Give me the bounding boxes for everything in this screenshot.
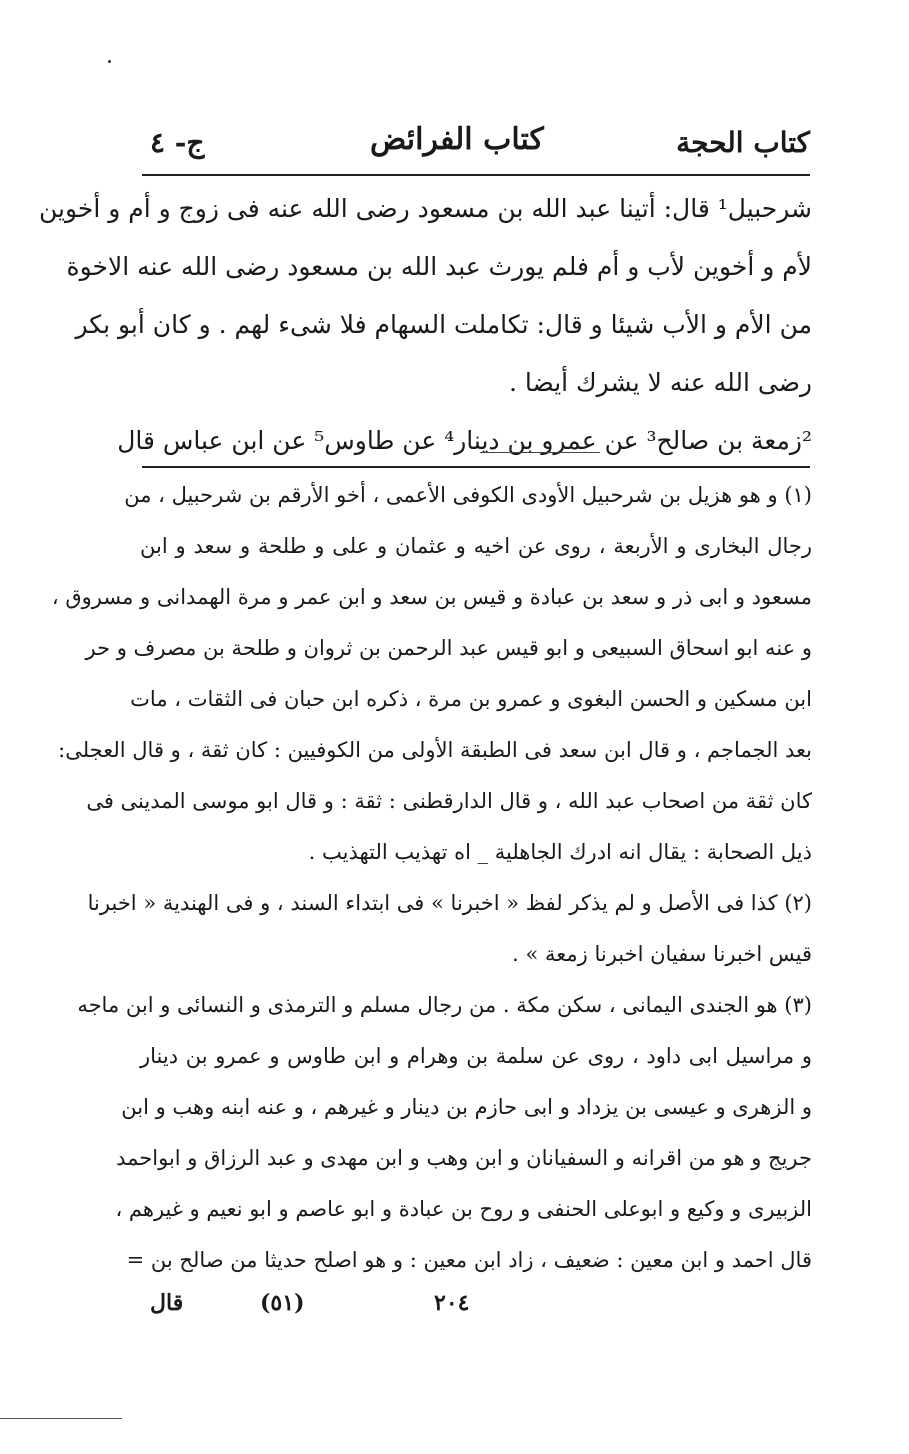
footnote-line: جريج و هو من اقرانه و السفيانان و ابن وهب و ابن مهدى و عبد الرزاق و ابواحمد [116, 1146, 812, 1170]
footnote-line: الزبيرى و وكيع و ابوعلى الحنفى و روح بن عبادة و ابو عاصم و ابو نعيم و غيرهم ، [115, 1197, 812, 1221]
footnote-line: و عنه ابو اسحاق السبيعى و ابو قيس عبد الرحمن بن ثروان و طلحة بن مصرف و حر [85, 636, 812, 660]
footnote-line: ذيل الصحابة : يقال انه ادرك الجاهلية _ اه تهذيب التهذيب . [308, 840, 812, 864]
chapter-title: كتاب الفرائض [370, 122, 544, 157]
footnote-line: رجال البخارى و الأربعة ، روى عن اخيه و عثمان و على و طلحة و سعد و ابن [140, 534, 812, 558]
main-line: رضى الله عنه لا يشرك أيضا . [509, 368, 812, 397]
page-number: ٢٠٤ [434, 1290, 470, 1316]
main-line: شرحبيل¹ قال: أتينا عبد الله بن مسعود رضى الله عنه فى زوج و أم و أخوين [38, 194, 812, 223]
footnote-line: (٣) هو الجندى اليمانى ، سكن مكة . من رجال مسلم و الترمذى و النسائى و ابن ماجه [77, 993, 812, 1017]
footnote-line: و الزهرى و عيسى بن يزداد و ابى حازم بن دينار و غيرهم ، و عنه ابنه وهب و ابن [121, 1095, 812, 1119]
main-line: لأم و أخوين لأب و أم فلم يورث عبد الله بن مسعود رضى الله عنه الاخوة [66, 252, 812, 281]
footnote-line: قيس اخبرنا سفيان اخبرنا زمعة » . [512, 942, 812, 966]
catchword: قال [150, 1290, 184, 1316]
footnote-line: بعد الجماجم ، و قال ابن سعد فى الطبقة الأولى من الكوفيين : كان ثقة ، و قال العجلى: [58, 738, 812, 762]
book-title: كتاب الحجة [676, 126, 810, 159]
page-footer [140, 1284, 812, 1324]
speck-mark [108, 60, 111, 63]
running-header [140, 118, 810, 168]
main-text [38, 180, 812, 470]
signature-mark: (٥١) [260, 1290, 305, 1316]
footnote-line: و مراسيل ابى داود ، روى عن سلمة بن وهرام و ابن طاوس و عمرو بن دينار [140, 1044, 812, 1068]
underline-mark [480, 452, 600, 453]
footnote-separator [142, 466, 810, 468]
footnote-line: مسعود و ابى ذر و سعد بن عبادة و قيس بن سعد و ابن عمر و مرة الهمدانى و مسروق ، [51, 585, 812, 609]
footnote-line: (٢) كذا فى الأصل و لم يذكر لفظ « اخبرنا » فى ابتداء السند ، و فى الهندية « اخبرنا [87, 891, 812, 915]
footnote-line: كان ثقة من اصحاب عبد الله ، و قال الدارقطنى : ثقة : و قال ابو موسى المدينى فى [86, 789, 812, 813]
main-line: من الأم و الأب شيئا و قال: تكاملت السهام فلا شىء لهم . و كان أبو بكر [75, 310, 812, 339]
header-rule [142, 174, 810, 176]
footnotes [51, 470, 812, 1286]
footnote-line: قال احمد و ابن معين : ضعيف ، زاد ابن معين : و هو اصلح حديثا من صالح بن = [126, 1248, 812, 1272]
scan-edge-line [0, 1418, 122, 1419]
main-line: ²زمعة بن صالح³ عن عمرو بن دينار⁴ عن طاوس⁵ عن ابن عباس قال [117, 426, 812, 455]
footnote-line: ابن مسكين و الحسن البغوى و عمرو بن مرة ، ذكره ابن حبان فى الثقات ، مات [130, 687, 812, 711]
volume-label: ج- ٤ [150, 126, 205, 159]
footnote-line: (١) و هو هزيل بن شرحبيل الأودى الكوفى الأعمى ، أخو الأرقم بن شرحبيل ، من [124, 483, 812, 507]
